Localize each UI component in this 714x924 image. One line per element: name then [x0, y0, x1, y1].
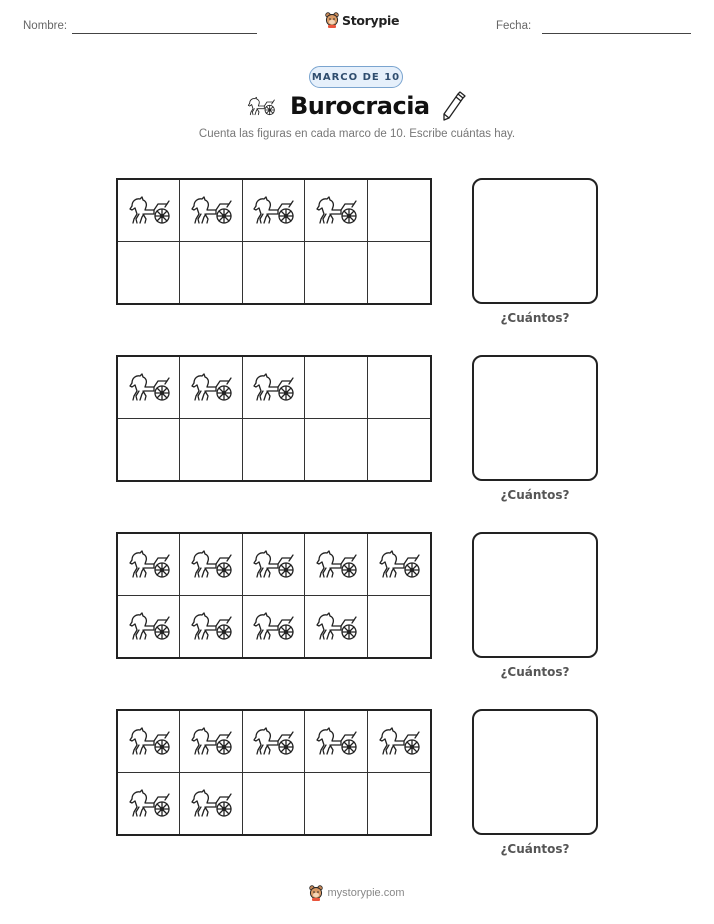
ten-frame-cell — [243, 596, 305, 658]
footer-url[interactable]: mystorypie.com — [327, 887, 405, 899]
how-many-label: ¿Cuántos? — [500, 842, 570, 856]
ten-frame-cell — [368, 242, 430, 304]
answer-box[interactable] — [472, 178, 598, 304]
ten-frame-cell — [305, 357, 367, 419]
ten-frame-cell — [180, 596, 242, 658]
instructions: Cuenta las figuras en cada marco de 10. Escribe cuántas hay. — [198, 128, 516, 140]
brand-name: Storypie — [342, 12, 400, 28]
ten-frame-cell — [180, 534, 242, 596]
title-row — [0, 92, 714, 126]
how-many-label: ¿Cuántos? — [500, 488, 570, 502]
horse-chariot-icon — [314, 195, 358, 225]
horse-chariot-icon — [127, 372, 171, 402]
bear-mascot-icon — [325, 12, 339, 28]
answer-box[interactable] — [472, 709, 598, 835]
ten-frame-cell — [243, 419, 305, 481]
name-field[interactable] — [72, 33, 257, 34]
ten-frame-cell — [368, 773, 430, 835]
pencil-icon — [440, 91, 466, 123]
ten-frame-cell — [180, 180, 242, 242]
ten-frame — [116, 178, 432, 305]
ten-frame-cell — [243, 357, 305, 419]
horse-chariot-icon — [251, 611, 295, 641]
ten-frame-cell — [305, 534, 367, 596]
bear-mascot-icon — [309, 885, 323, 901]
ten-frame-cell — [118, 357, 180, 419]
ten-frame-cell — [243, 773, 305, 835]
ten-frame-cell — [118, 419, 180, 481]
ten-frame-cell — [368, 711, 430, 773]
page-title: Burocracia — [290, 92, 430, 120]
ten-frame-cell — [180, 711, 242, 773]
ten-frame-cell — [118, 180, 180, 242]
horse-chariot-icon — [189, 611, 233, 641]
horse-chariot-icon — [127, 726, 171, 756]
ten-frame-cell — [368, 596, 430, 658]
how-many-label: ¿Cuántos? — [500, 665, 570, 679]
horse-chariot-icon — [189, 195, 233, 225]
ten-frame-cell — [305, 419, 367, 481]
horse-chariot-icon — [251, 726, 295, 756]
ten-frame-cell — [118, 534, 180, 596]
answer-box[interactable] — [472, 355, 598, 481]
ten-frame-cell — [243, 711, 305, 773]
ten-frame-cell — [305, 711, 367, 773]
ten-frame-cell — [180, 419, 242, 481]
horse-chariot-icon — [377, 726, 421, 756]
horse-chariot-icon — [189, 372, 233, 402]
ten-frame-cell — [180, 242, 242, 304]
answer-box[interactable] — [472, 532, 598, 658]
ten-frame-cell — [305, 242, 367, 304]
ten-frame-cell — [305, 180, 367, 242]
horse-chariot-icon — [127, 788, 171, 818]
horse-chariot-icon — [251, 372, 295, 402]
horse-chariot-icon — [314, 549, 358, 579]
horse-chariot-icon — [189, 549, 233, 579]
horse-chariot-icon — [314, 726, 358, 756]
horse-chariot-icon — [314, 611, 358, 641]
how-many-label: ¿Cuántos? — [500, 311, 570, 325]
date-label: Fecha: — [496, 20, 532, 32]
ten-frame-cell — [118, 596, 180, 658]
ten-frame-cell — [368, 419, 430, 481]
ten-frame-cell — [243, 534, 305, 596]
ten-frame-cell — [305, 773, 367, 835]
ten-frame-cell — [180, 773, 242, 835]
ten-frame — [116, 355, 432, 482]
worksheet-type-badge: MARCO DE 10 — [309, 66, 403, 88]
ten-frame-cell — [243, 242, 305, 304]
ten-frame-cell — [118, 773, 180, 835]
horse-chariot-icon — [189, 726, 233, 756]
ten-frame-cell — [368, 534, 430, 596]
horse-chariot-icon — [246, 96, 276, 116]
date-field[interactable] — [542, 33, 691, 34]
horse-chariot-icon — [251, 549, 295, 579]
ten-frame-cell — [368, 357, 430, 419]
ten-frame-cell — [368, 180, 430, 242]
horse-chariot-icon — [189, 788, 233, 818]
horse-chariot-icon — [127, 611, 171, 641]
horse-chariot-icon — [377, 549, 421, 579]
ten-frame-cell — [180, 357, 242, 419]
name-label: Nombre: — [23, 20, 68, 32]
horse-chariot-icon — [251, 195, 295, 225]
horse-chariot-icon — [127, 549, 171, 579]
ten-frame-cell — [243, 180, 305, 242]
ten-frame-cell — [305, 596, 367, 658]
horse-chariot-icon — [127, 195, 171, 225]
footer — [0, 885, 714, 901]
ten-frame — [116, 532, 432, 659]
ten-frame — [116, 709, 432, 836]
ten-frame-cell — [118, 711, 180, 773]
ten-frame-cell — [118, 242, 180, 304]
brand-logo[interactable] — [325, 12, 399, 28]
